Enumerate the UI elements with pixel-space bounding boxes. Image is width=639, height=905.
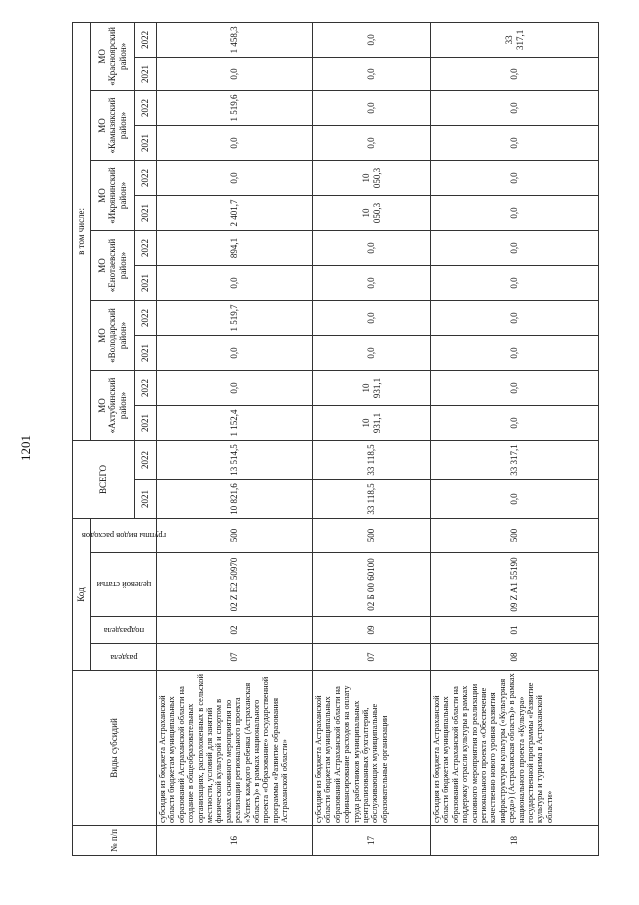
region-value: 0,0: [431, 160, 599, 195]
year-2022: 2022: [135, 370, 157, 405]
year-2021: 2021: [135, 195, 157, 230]
row-number: 17: [313, 826, 431, 856]
header-statia: целевой статьи: [91, 553, 157, 617]
total-2021: 0,0: [431, 480, 599, 519]
statia-cell: 02 Z E2 50970: [157, 553, 313, 617]
header-num: № п/п: [73, 826, 157, 856]
year-2021: 2021: [135, 265, 157, 300]
total-2021: 33 118,5: [313, 480, 431, 519]
region-value: 10 050,3: [313, 195, 431, 230]
region-value: 0,0: [313, 125, 431, 160]
region-value: 10 931,1: [313, 370, 431, 405]
header-code: Код: [73, 519, 91, 671]
region-value: 0,0: [313, 300, 431, 335]
region-value: 0,0: [431, 230, 599, 265]
header-region-5: МО «Камызякский район»: [91, 90, 135, 160]
header-region-3: МО «Енотаевский район»: [91, 230, 135, 300]
table-row: [431, 22, 599, 855]
region-value: 0,0: [431, 125, 599, 160]
region-value: 0,0: [431, 57, 599, 90]
table-row: [313, 22, 431, 855]
header-row-1: [73, 22, 91, 855]
region-value: 0,0: [431, 405, 599, 440]
region-value: 1 519,7: [157, 300, 313, 335]
region-value: 1 519,6: [157, 90, 313, 125]
razdel-cell: 08: [431, 644, 599, 671]
subsidy-description: субсидия из бюджета Астраханской области бюджетам муниципальных образований Астраханской области на софинансирование расходов на оплату труда работников муниципальных централизованных бухгалтерий, обслуживающих муниципальные образовательные организации: [313, 671, 431, 826]
total-2022: 33 118,5: [313, 440, 431, 479]
razdel-cell: 07: [313, 644, 431, 671]
header-region-1: МО «Ахтубинский район»: [91, 370, 135, 440]
year-2022: 2022: [135, 230, 157, 265]
region-value: 0,0: [313, 90, 431, 125]
region-value: 2 401,7: [157, 195, 313, 230]
total-2021: 10 821,6: [157, 480, 313, 519]
region-value: 0,0: [313, 22, 431, 57]
rotated-table-container: [72, 26, 602, 856]
header-podrazdel: подраздела: [91, 617, 157, 644]
region-value: 0,0: [431, 90, 599, 125]
vid-cell: 500: [431, 519, 599, 553]
region-value: 0,0: [431, 195, 599, 230]
vid-cell: 500: [313, 519, 431, 553]
year-2022: 2022: [135, 440, 157, 479]
region-value: 0,0: [313, 57, 431, 90]
header-including: в том числе:: [73, 22, 91, 440]
region-value: 0,0: [157, 370, 313, 405]
region-value: 894,1: [157, 230, 313, 265]
region-value: 0,0: [313, 230, 431, 265]
region-value: 1 458,3: [157, 22, 313, 57]
statia-cell: 02 Б 00 60100: [313, 553, 431, 617]
subsidy-table: [72, 22, 599, 856]
row-number: 18: [431, 826, 599, 856]
region-value: 0,0: [431, 370, 599, 405]
razdel-cell: 07: [157, 644, 313, 671]
header-vid: группы видов расходов: [91, 519, 157, 553]
total-2022: 13 514,5: [157, 440, 313, 479]
region-value: 0,0: [313, 335, 431, 370]
year-2021: 2021: [135, 125, 157, 160]
table-row: [157, 22, 313, 855]
year-2022: 2022: [135, 22, 157, 57]
year-2021: 2021: [135, 480, 157, 519]
year-2022: 2022: [135, 300, 157, 335]
total-2022: 33 317,1: [431, 440, 599, 479]
region-value: 0,0: [431, 300, 599, 335]
region-value: 0,0: [431, 335, 599, 370]
year-2021: 2021: [135, 405, 157, 440]
header-region-4: МО «Икрянинский район»: [91, 160, 135, 230]
region-value: 0,0: [313, 265, 431, 300]
year-2021: 2021: [135, 57, 157, 90]
statia-cell: 09 Z A1 55190: [431, 553, 599, 617]
region-value: 33 317,1: [431, 22, 599, 57]
region-value: 0,0: [157, 57, 313, 90]
region-value: 0,0: [157, 265, 313, 300]
subsidy-description: субсидия из бюджета Астраханской области бюджетам муниципальных образований Астраханской области на поддержку отрасли культуры в рамках основного мероприятия по реализации регионального проекта «Обеспечение качественно нового уровня развития инфраструктуры культуры («Культурная среда») (Астраханская область)» в рамках национального проекта «Культура» государственной программы «Развитие культуры и туризма в Астраханской области»: [431, 671, 599, 826]
vid-cell: 500: [157, 519, 313, 553]
podrazdel-cell: 09: [313, 617, 431, 644]
header-razdel: раздела: [91, 644, 157, 671]
year-2022: 2022: [135, 90, 157, 125]
region-value: 0,0: [431, 265, 599, 300]
region-value: 10 931,1: [313, 405, 431, 440]
podrazdel-cell: 02: [157, 617, 313, 644]
region-value: 0,0: [157, 125, 313, 160]
region-value: 0,0: [157, 335, 313, 370]
region-value: 10 050,3: [313, 160, 431, 195]
region-value: 0,0: [157, 160, 313, 195]
region-value: 1 152,4: [157, 405, 313, 440]
header-type: Виды субсидий: [73, 671, 157, 826]
year-2022: 2022: [135, 160, 157, 195]
subsidy-description: субсидия из бюджета Астраханской области бюджетам муниципальных образований Астраханской области на создание в общеобразовательных организациях, расположенных в сельской местности, условий для занятий физической культурой и спортом в рамках основного мероприятия по реализации регионального проекта «Успех каждого ребенка (Астраханская область)» в рамках национального проекта «Образование» государственной программы «Развитие образования Астраханской области»: [157, 671, 313, 826]
podrazdel-cell: 01: [431, 617, 599, 644]
page-number: 1201: [18, 435, 33, 461]
year-2021: 2021: [135, 335, 157, 370]
header-region-6: МО «Красноярский район»: [91, 22, 135, 90]
row-number: 16: [157, 826, 313, 856]
header-total: ВСЕГО: [73, 440, 135, 518]
header-region-2: МО «Володарский район»: [91, 300, 135, 370]
